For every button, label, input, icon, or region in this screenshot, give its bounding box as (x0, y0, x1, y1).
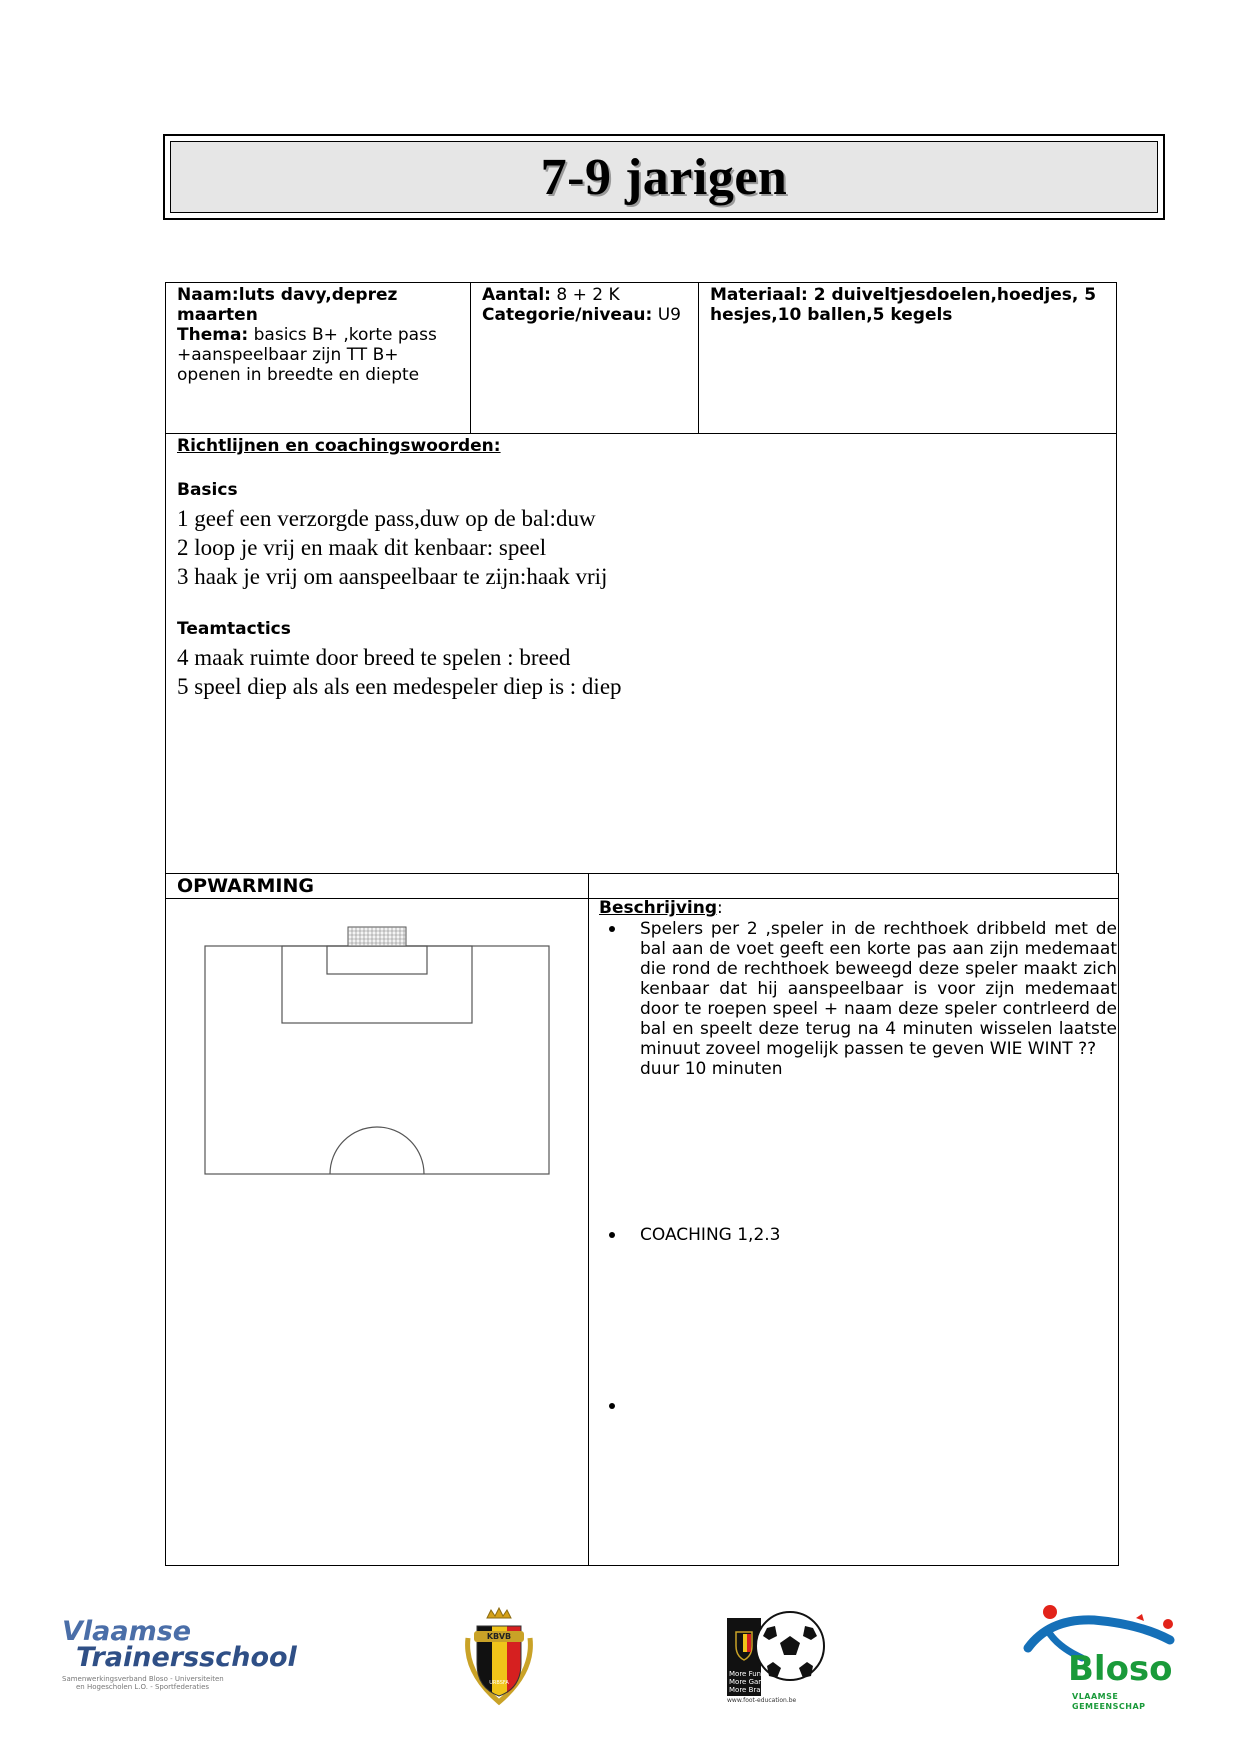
bullet-1-line-5: door te roepen speel + naam deze speler contrleerd de (640, 999, 1117, 1019)
aantal-value: 8 + 2 K (556, 285, 620, 305)
kbvb-crest-logo (460, 1606, 538, 1706)
goal-area (327, 946, 427, 974)
bullet-dot (609, 926, 615, 932)
kbvb-sub: URBSFA (489, 1680, 509, 1686)
bloso-sub: VLAAMSE GEMEENSCHAP (1072, 1692, 1146, 1711)
vt-line-1: Vlaamse (62, 1616, 192, 1647)
basics-line-3: 3 haak je vrij om aanspeelbaar te zijn:haak vrij (177, 564, 608, 589)
bullet-1-line-1: Spelers per 2 ,speler in de rechthoek dribbeld met de (640, 919, 1117, 939)
guidelines-cell (165, 433, 1117, 874)
fe-line-2: More Games (729, 1678, 774, 1686)
vt-sub-1: Samenwerkingsverband Bloso - Universiteiten (62, 1675, 224, 1683)
categorie-label: Categorie/niveau: (482, 305, 653, 325)
materiaal-line-2: hesjes,10 ballen,5 kegels (710, 305, 953, 325)
description-label: Beschrijving (599, 898, 718, 918)
naam-value-2: maarten (177, 305, 258, 325)
vt-sub-2: en Hogescholen L.O. - Sportfederaties (76, 1683, 210, 1691)
materiaal-line-1: Materiaal: 2 duiveltjesdoelen,hoedjes, 5 (710, 285, 1097, 305)
info-cell-aantal (470, 282, 699, 434)
bullet-2-text: COACHING 1,2.3 (640, 1225, 781, 1245)
teamtactics-heading: Teamtactics (177, 619, 291, 639)
pitch-outline (205, 946, 549, 1174)
penalty-area (282, 946, 472, 1023)
bullet-dot (609, 1232, 615, 1238)
kbvb-text: KBVB (486, 1632, 512, 1641)
fe-line-3: More Brains (729, 1686, 771, 1694)
vlaamse-trainersschool-logo (62, 1616, 297, 1691)
info-cell-naam (165, 282, 471, 434)
bullet-1-line-6: bal en speelt deze terug na 4 minuten wisselen laatste (640, 1019, 1117, 1039)
teamtactics-line-2: 5 speel diep als als een medespeler diep is : diep (177, 674, 622, 699)
thema-line-3: openen in breedte en diepte (177, 365, 420, 385)
vt-line-2: Trainersschool (76, 1642, 297, 1673)
title-banner (163, 134, 1165, 220)
bullet-1-line-4: kenbaar dat hij aanspeelbaar is voor zijn medemaat (640, 979, 1117, 999)
fe-line-1: More Fun (729, 1670, 762, 1678)
naam-label: Naam: (177, 285, 239, 305)
categorie-value: U9 (657, 305, 681, 325)
warmup-heading-empty (588, 873, 1119, 899)
thema-line-1: basics B+ ,korte pass (253, 325, 437, 345)
foot-education-logo (727, 1606, 831, 1706)
info-cell-materiaal (698, 282, 1117, 434)
description-colon: : (717, 898, 723, 918)
bullet-dot (609, 1403, 615, 1409)
naam-value: luts davy,deprez (238, 285, 398, 305)
teamtactics-line-1: 4 maak ruimte door breed te spelen : breed (177, 645, 571, 670)
warmup-diagram-cell (165, 898, 589, 1566)
aantal-label: Aantal: (482, 285, 551, 305)
thema-label: Thema: (177, 325, 249, 345)
title-banner-inner (170, 141, 1158, 213)
fe-url: www.foot-education.be (727, 1697, 797, 1704)
description-bullet-3 (609, 1396, 1117, 1418)
description-bullet-2 (609, 1225, 1117, 1247)
basics-line-2: 2 loop je vrij en maak dit kenbaar: speel (177, 535, 547, 560)
basics-heading: Basics (177, 480, 238, 500)
thema-line-2: +aanspeelbaar zijn TT B+ (177, 345, 399, 365)
description-label-row (599, 898, 723, 918)
description-bullet-1 (609, 919, 1117, 1084)
centre-arc (330, 1127, 424, 1174)
bloso-name: Bloso (1068, 1649, 1173, 1689)
warmup-heading-cell (165, 873, 589, 899)
page-title: 7-9 jarigen (540, 148, 788, 206)
goal-net-icon (348, 927, 406, 946)
bloso-logo (1020, 1600, 1190, 1710)
basics-line-1: 1 geef een verzorgde pass,duw op de bal:duw (177, 506, 596, 531)
guidelines-heading: Richtlijnen en coachingswoorden: (177, 436, 501, 456)
warmup-heading: OPWARMING (177, 875, 314, 897)
bullet-1-line-3: die rond de rechthoek beweegd deze speler maakt zich (640, 959, 1117, 979)
crest-icon (460, 1606, 538, 1706)
bullet-1-line-8: duur 10 minuten (640, 1059, 783, 1079)
bullet-1-line-7: minuut zoveel mogelijk passen te geven WIE WINT ?? (640, 1039, 1097, 1059)
pitch-diagram (166, 899, 588, 1565)
bullet-1-line-2: bal aan de voet geeft een korte pas aan zijn medemaat (640, 939, 1117, 959)
